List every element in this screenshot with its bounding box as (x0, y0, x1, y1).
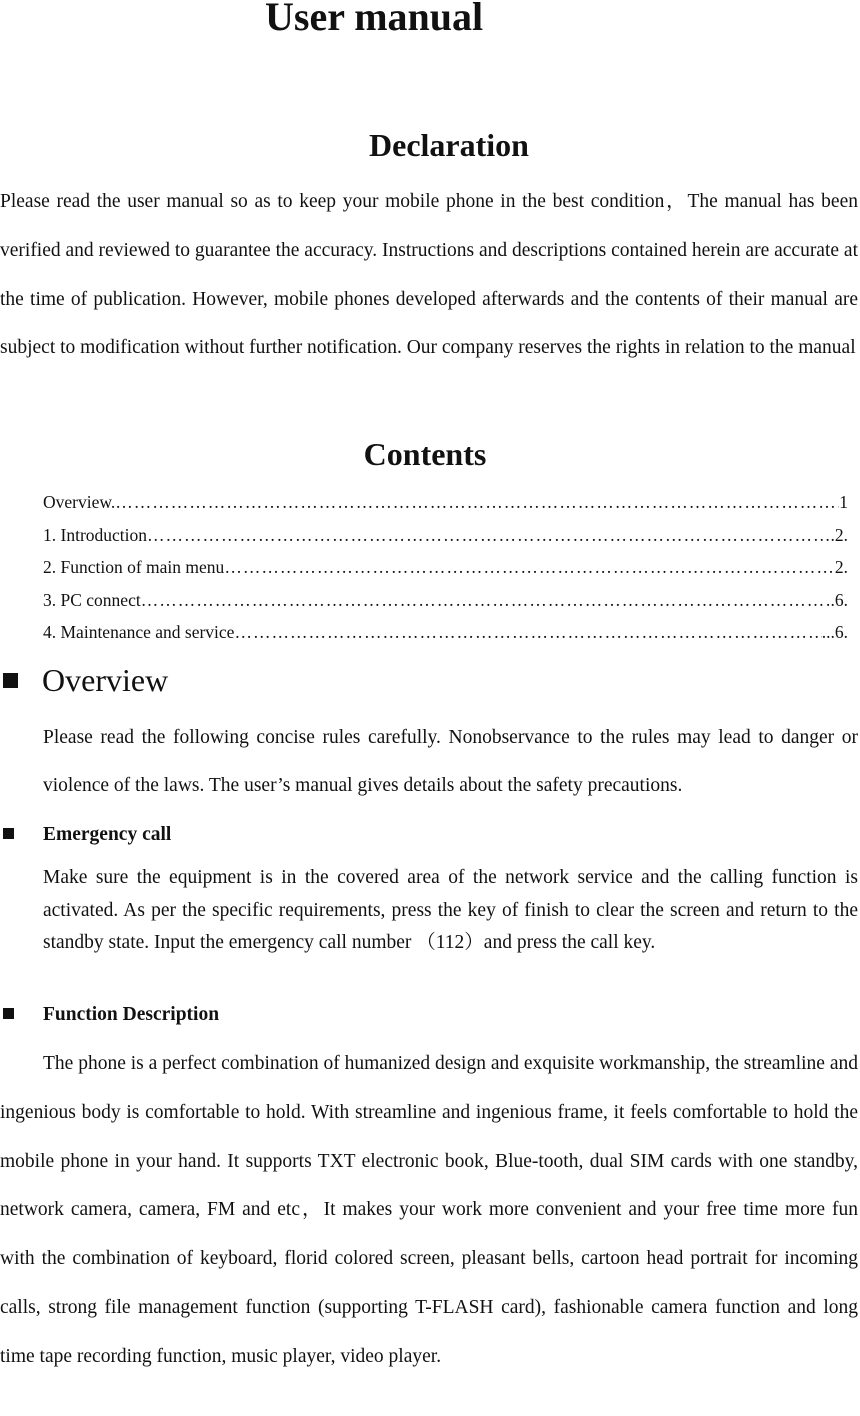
toc-item-page: 1 (839, 492, 848, 512)
toc-item-label: 4. Maintenance and service (43, 622, 235, 642)
page-title: User manual (265, 0, 484, 39)
toc-item-pc-connect[interactable] (43, 584, 848, 617)
toc-leader-dots (141, 584, 831, 617)
toc-leader-dots (115, 486, 839, 519)
toc-item-overview[interactable] (43, 486, 848, 519)
toc-item-label: 3. PC connect (43, 589, 141, 610)
toc-leader-dots (224, 551, 835, 584)
toc-item-label: 2. Function of main menu (43, 557, 225, 577)
toc-item-label: 1. Introduction (43, 524, 148, 545)
square-bullet-icon (3, 828, 14, 839)
toc-item-maintenance[interactable] (43, 616, 848, 649)
toc-item-page: ...6. (821, 622, 848, 642)
toc-leader-dots (147, 519, 830, 552)
declaration-heading: Declaration (369, 127, 529, 163)
emergency-call-heading-text: Emergency call (43, 824, 172, 845)
toc-leader-dots (234, 616, 821, 649)
toc-item-main-menu[interactable] (43, 551, 848, 584)
function-description-heading (0, 1002, 219, 1028)
overview-heading-text: Overview (42, 662, 169, 698)
emergency-call-heading (0, 822, 171, 848)
function-description-heading-text: Function Description (43, 1004, 220, 1025)
contents-heading: Contents (363, 436, 487, 472)
declaration-paragraph: Please read the user manual so as to keep your mobile phone in the best condition，The manual has been verified and reviewed to guarantee the accuracy. Instructions and descriptions contained herein are accurate at the time of publication. However, mobile phones developed afterwards and the contents of their manual are subject to modification without further notification. Our company reserves the rights in relation to the manual (0, 191, 858, 359)
square-bullet-icon (3, 673, 18, 688)
toc-item-page: 2. (834, 557, 848, 577)
toc-item-page: .6. (830, 589, 848, 610)
toc-item-page: .2. (830, 524, 848, 545)
toc-item-label: Overview. (43, 492, 116, 512)
table-of-contents (43, 486, 848, 649)
emergency-call-paragraph: Make sure the equipment is in the covered area of the network service and the calling function is activated. As per the specific requirements, press the key of finish to clear the screen and return to the standby state. Input the emergency call number （112）and press the call key. (43, 867, 858, 953)
overview-heading (0, 660, 168, 700)
toc-item-introduction[interactable] (43, 519, 848, 552)
overview-paragraph: Please read the following concise rules carefully. Nonobservance to the rules may lead to danger or violence of the laws. The user’s manual gives details about the safety precautions. (43, 727, 858, 796)
function-description-paragraph: The phone is a perfect combination of humanized design and exquisite workmanship, the streamline and ingenious body is comfortable to hold. With streamline and ingenious frame, it feels comfortable to hold the mobile phone in your hand. It supports TXT electronic book, Blue-tooth, dual SIM cards with one standby, network camera, camera, FM and etc，It makes your work more convenient and your free time more fun with the combination of keyboard, florid colored screen, pleasant bells, cartoon head portrait for incoming calls, strong file management function (supporting T-FLASH card), fashionable camera function and long time tape recording function, music player, video player. (0, 1053, 858, 1367)
square-bullet-icon (3, 1008, 14, 1019)
